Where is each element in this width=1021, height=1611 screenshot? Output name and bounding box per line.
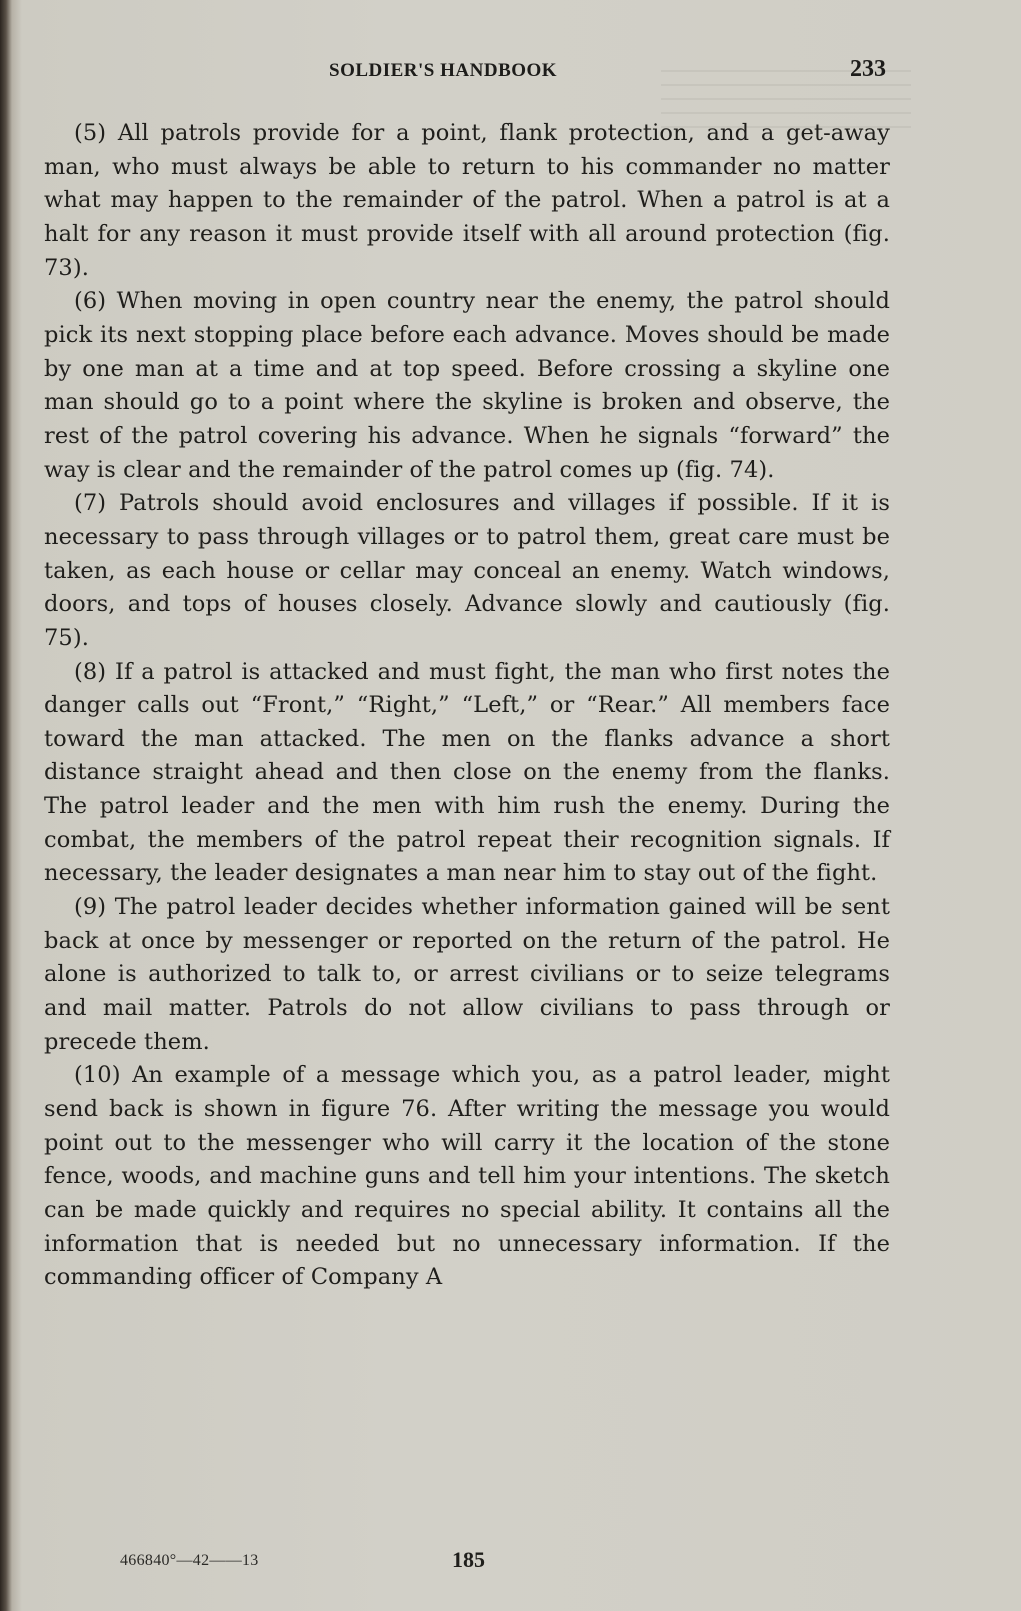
running-header (44, 56, 886, 86)
print-code: 466840°—42——13 (120, 1552, 259, 1569)
paragraph-10: (10) An example of a message which you, as a patrol leader, might send back is shown in figure 76. After writing the message you would point out to the messenger who will carry it the location of the stone fence, woods, and machine guns and tell him your intentions. The sketch can be made quickly and requires no special ability. It contains all the information that is needed but no unnecessary information. If the commanding officer of Company A (44, 1062, 890, 1291)
page-footer (120, 1547, 820, 1577)
paragraph-6: (6) When moving in open country near the enemy, the patrol should pick its next stopping place before each advance. Moves should be made by one man at a time and at top speed. Before crossing a skyline one man should go to a point where the skyline is broken and observe, the rest of the patrol covering his advance. When he signals “forward” the way is clear and the remainder of the patrol comes up (fig. 74). (44, 288, 890, 483)
paragraph-9: (9) The patrol leader decides whether information gained will be sent back at once by messenger or reported on the return of the patrol. He alone is authorized to talk to, or arrest civilians or to seize telegrams and mail matter. Patrols do not allow civilians to pass through or precede them. (44, 894, 890, 1055)
signature-mark: 185 (452, 1547, 485, 1572)
page-number: 233 (850, 56, 886, 82)
paragraph-7: (7) Patrols should avoid enclosures and villages if possible. If it is necessary to pass through villages or to patrol them, great care must be taken, as each house or cellar may conceal an enemy. Watch windows, doors, and tops of houses closely. Advance slowly and cautiously (fig. 75). (44, 490, 890, 651)
paragraph-5: (5) All patrols provide for a point, flank protection, and a get-away man, who must always be able to return to his commander no matter what may happen to the remainder of the patrol. When a patrol is at a halt for any reason it must provide itself with all around protection (fig. 73). (44, 120, 890, 281)
paragraph-8: (8) If a patrol is attacked and must fight, the man who first notes the danger calls out “Front,” “Right,” “Left,” or “Rear.” All members face toward the man attacked. The men on the flanks advance a short distance straight ahead and then close on the enemy from the flanks. The patrol leader and the men with him rush the enemy. During the combat, the members of the patrol repeat their recognition signals. If necessary, the leader designates a man near him to stay out of the fight. (44, 658, 890, 887)
running-title: SOLDIER'S HANDBOOK (329, 60, 558, 81)
body-text (44, 117, 890, 1295)
